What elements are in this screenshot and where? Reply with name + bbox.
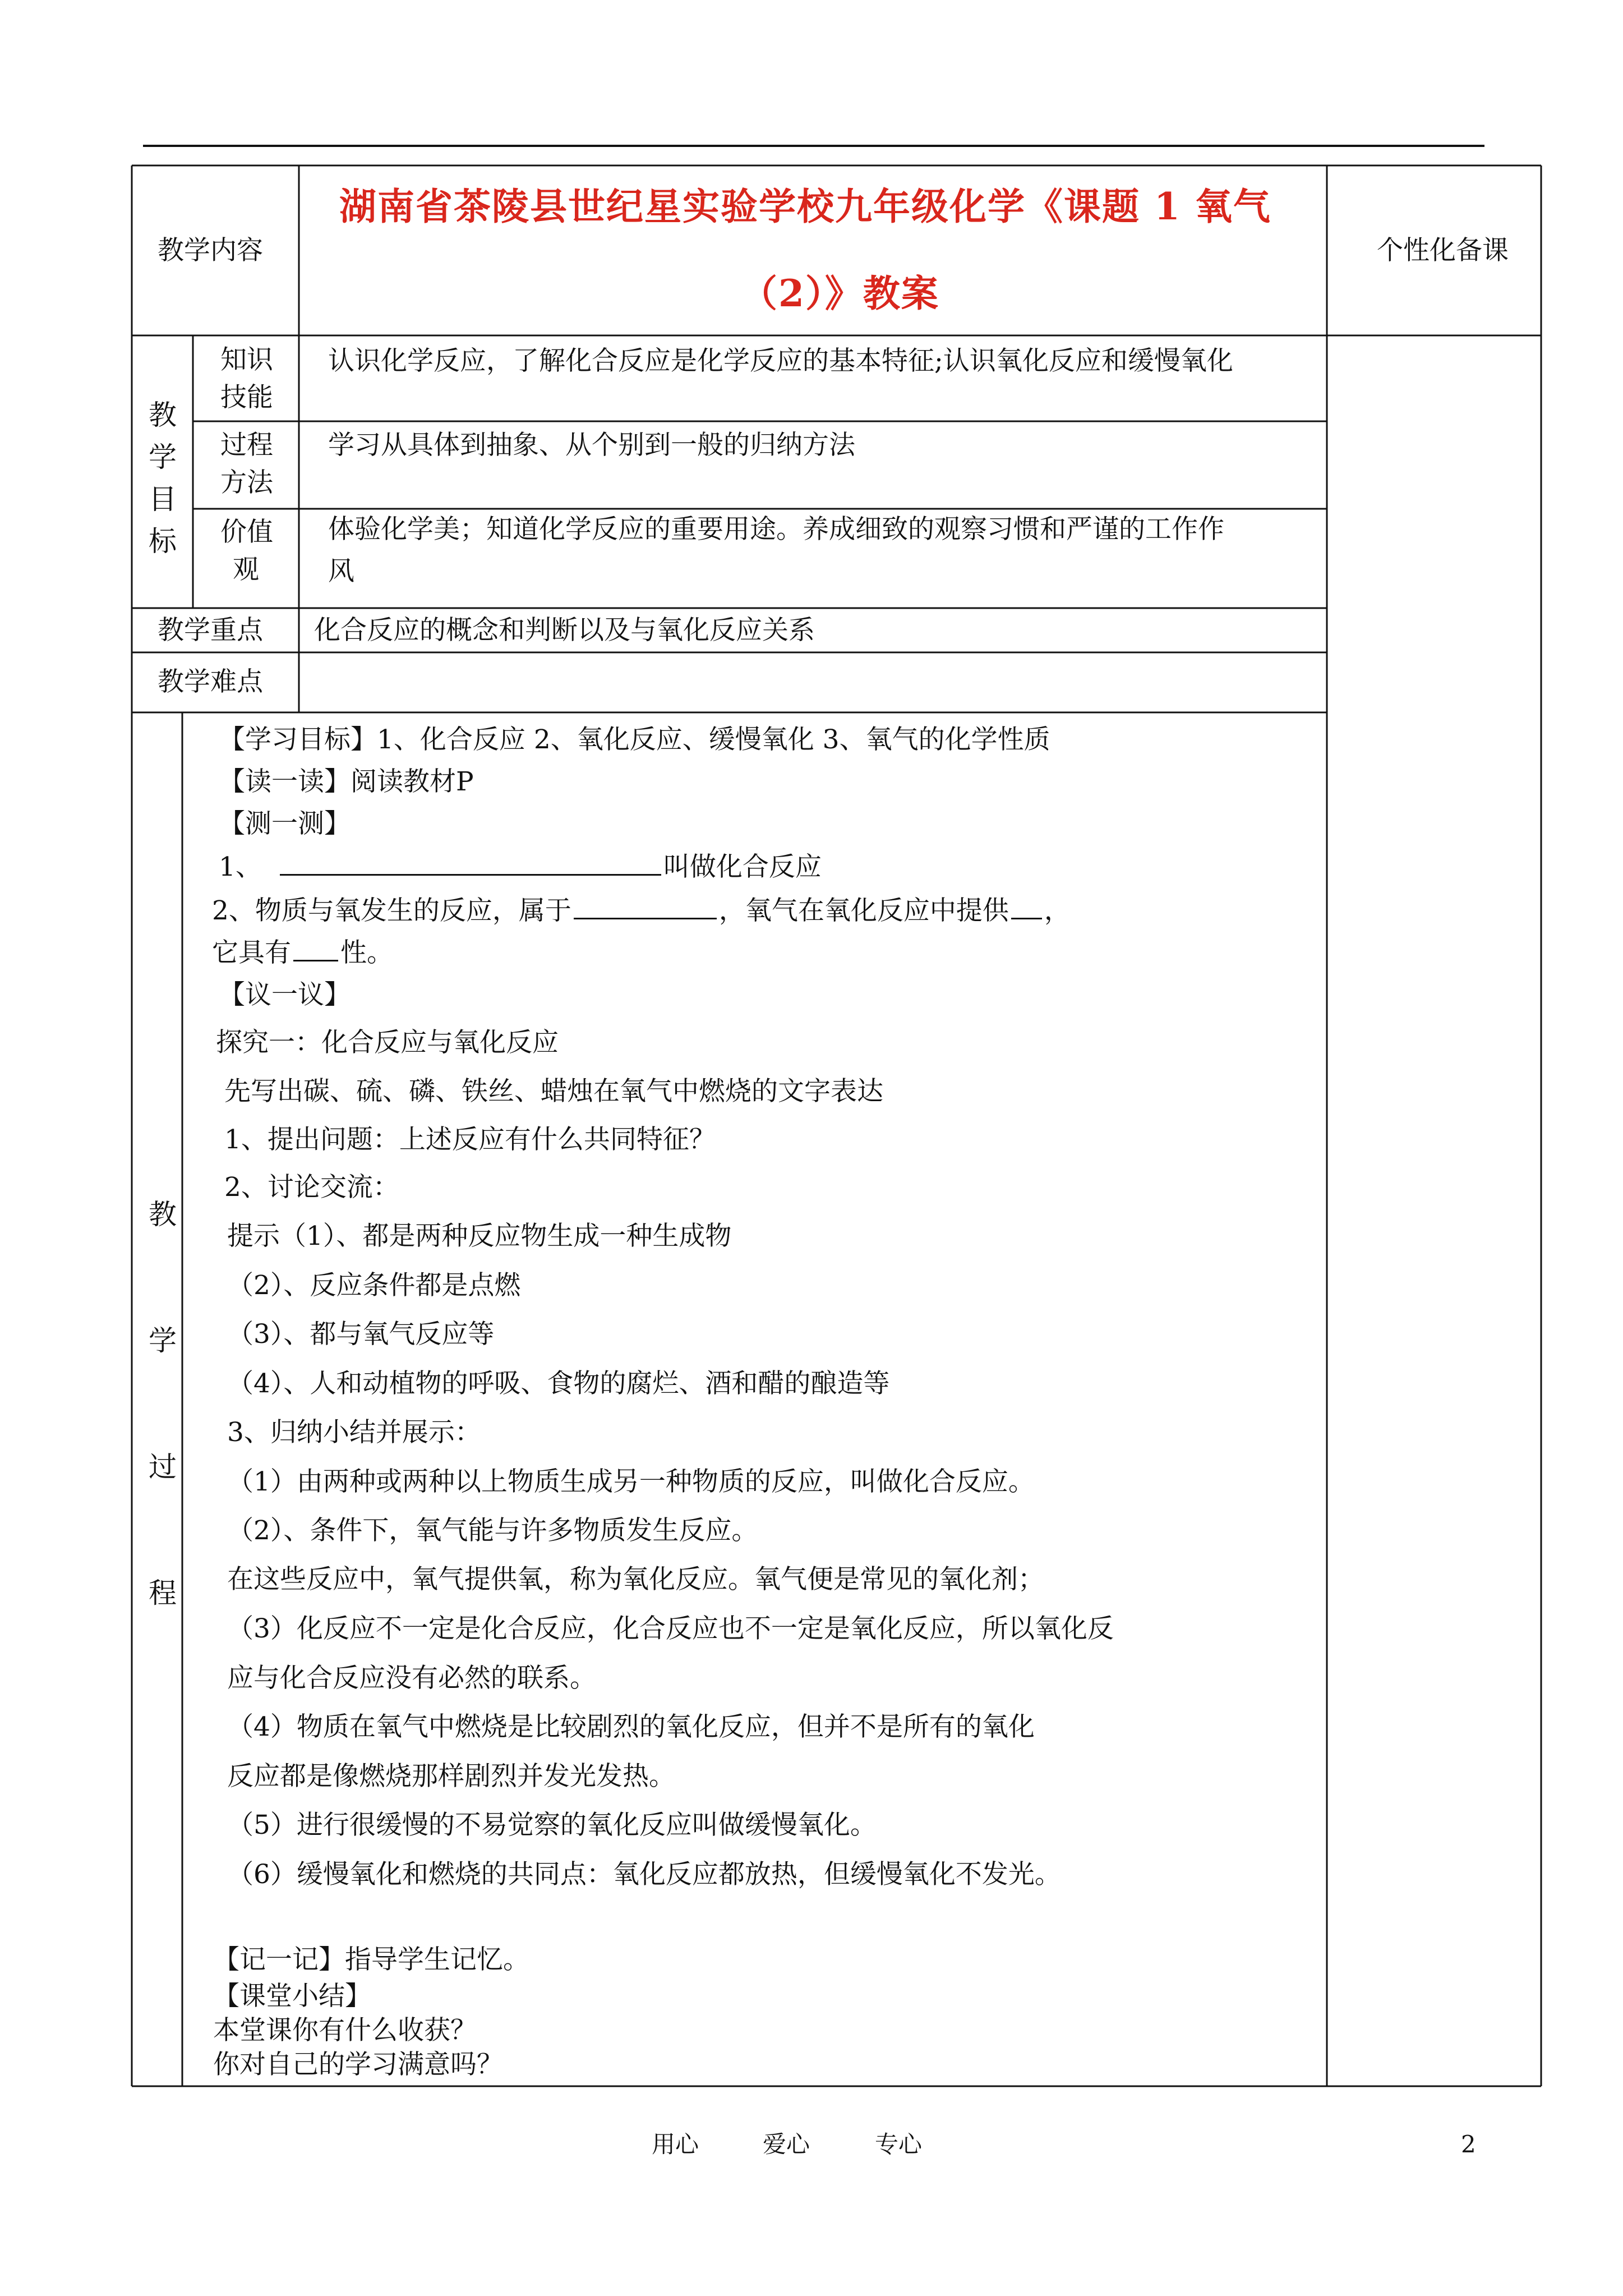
process-line: （1）由两种或两种以上物质生成另一种物质的反应，叫做化合反应。 <box>227 1466 1035 1497</box>
process-line: 先写出碳、硫、磷、铁丝、蜡烛在氧气中燃烧的文字表达 <box>224 1076 883 1107</box>
objectives-side-char: 教 <box>149 399 177 431</box>
read-section: 【读一读】阅读教材P <box>219 766 474 797</box>
objective-label: 过程 <box>220 430 273 461</box>
process-line: 3、归纳小结并展示： <box>227 1417 481 1448</box>
question-2-text: 2、物质与氧发生的反应，属于 <box>212 895 571 926</box>
objective-label: 价值 <box>220 517 273 547</box>
process-line: （2）、条件下，氧气能与许多物质发生反应。 <box>227 1515 758 1546</box>
memorize-section: 【记一记】指导学生记忆。 <box>213 1944 529 1975</box>
summary-heading: 【课堂小结】 <box>213 1981 371 2012</box>
page-title: 湖南省茶陵县世纪星实验学校九年级化学《课题 1 氧气 <box>339 185 1271 228</box>
objective-content: 体验化学美；知道化学反应的重要用途。养成细致的观察习惯和严谨的工作作 <box>328 514 1224 545</box>
difficulty-label: 教学难点 <box>158 666 263 697</box>
objectives-side-char: 学 <box>149 441 177 473</box>
footer-motto: 专心 <box>875 2131 923 2158</box>
question-2-blank[interactable] <box>574 917 717 919</box>
process-line: （3）化反应不一定是化合反应，化合反应也不一定是氧化反应，所以氧化反 <box>227 1613 1114 1644</box>
process-side-char: 程 <box>149 1577 177 1609</box>
process-line: （4）物质在氧气中燃烧是比较剧烈的氧化反应，但并不是所有的氧化 <box>227 1711 1035 1742</box>
page-title-line2: （2）》教案 <box>740 272 939 315</box>
process-line: （4）、人和动植物的呼吸、食物的腐烂、酒和醋的酿造等 <box>227 1368 890 1399</box>
process-line: 1、提出问题：上述反应有什么共同特征？ <box>224 1124 716 1155</box>
footer-motto: 爱心 <box>763 2131 810 2158</box>
objective-content: 风 <box>328 556 354 587</box>
question-2-text: 它具有 <box>212 937 291 968</box>
process-line: （2）、反应条件都是点燃 <box>227 1270 521 1301</box>
objective-label: 方法 <box>220 467 273 498</box>
summary-question: 你对自己的学习满意吗？ <box>213 2049 503 2080</box>
footer-motto: 用心 <box>652 2131 699 2158</box>
key-point-content: 化合反应的概念和判断以及与氧化反应关系 <box>314 615 815 646</box>
discuss-heading: 【议一议】 <box>219 979 351 1010</box>
page-number: 2 <box>1461 2131 1476 2158</box>
question-1-prefix: 1、 <box>219 852 262 882</box>
process-line: 提示（1）、都是两种反应物生成一种生成物 <box>227 1221 732 1251</box>
question-1 <box>219 854 822 880</box>
question-2-text: ， <box>1044 895 1071 926</box>
question-2 <box>212 895 1071 926</box>
objective-label: 知识 <box>220 344 273 375</box>
header-left-label: 教学内容 <box>158 235 263 266</box>
question-1-blank[interactable] <box>280 873 661 876</box>
objective-content: 认识化学反应，了解化合反应是化学反应的基本特征;认识氧化反应和缓慢氧化 <box>328 346 1233 376</box>
process-side-char: 学 <box>149 1324 177 1357</box>
key-point-label: 教学重点 <box>158 615 263 646</box>
process-line: 2、讨论交流： <box>224 1172 399 1203</box>
process-line: 应与化合反应没有必然的联系。 <box>227 1663 596 1694</box>
inquiry-heading: 探究一：化合反应与氧化反应 <box>216 1027 559 1058</box>
process-side-char: 过 <box>149 1451 177 1483</box>
process-line: （3）、都与氧气反应等 <box>227 1319 495 1350</box>
question-2-text: ，氧气在氧化反应中提供 <box>718 895 1009 926</box>
process-line: （5）进行很缓慢的不易觉察的氧化反应叫做缓慢氧化。 <box>227 1810 877 1841</box>
process-line: 在这些反应中，氧气提供氧，称为氧化反应。氧气便是常见的氧化剂； <box>227 1564 1044 1595</box>
process-line: 反应都是像燃烧那样剧烈并发光发热。 <box>227 1761 675 1792</box>
objective-content: 学习从具体到抽象、从个别到一般的归纳方法 <box>328 430 855 461</box>
objective-label: 技能 <box>220 382 273 413</box>
learning-goals: 【学习目标】1、化合反应 2、氧化反应、缓慢氧化 3、氧气的化学性质 <box>219 724 1050 755</box>
header-right-label: 个性化备课 <box>1377 235 1509 266</box>
question-2-cont <box>212 937 393 968</box>
process-side-char: 教 <box>149 1198 177 1231</box>
objectives-side-char: 目 <box>149 483 177 516</box>
question-2-blank[interactable] <box>1011 917 1042 919</box>
question-2-blank[interactable] <box>293 959 338 961</box>
test-heading: 【测一测】 <box>219 808 351 839</box>
objective-label: 观 <box>233 554 259 585</box>
process-line: （6）缓慢氧化和燃烧的共同点：氧化反应都放热，但缓慢氧化不发光。 <box>227 1859 1061 1890</box>
question-2-text: 性。 <box>340 937 393 968</box>
question-1-suffix: 叫做化合反应 <box>663 852 822 882</box>
objectives-side-char: 标 <box>149 525 177 558</box>
summary-question: 本堂课你有什么收获？ <box>213 2015 477 2046</box>
